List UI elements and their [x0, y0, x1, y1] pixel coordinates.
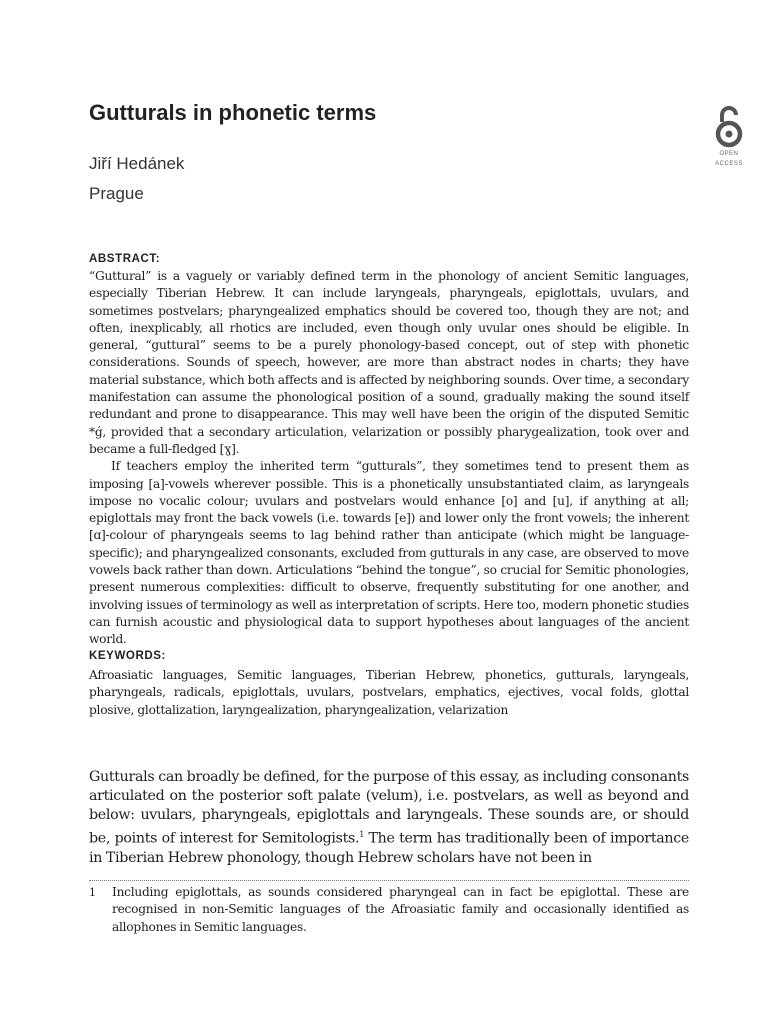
- keywords-heading: KEYWORDS:: [89, 650, 166, 662]
- footnote-number: 1: [89, 886, 96, 899]
- abstract-paragraph-1: “Guttural” is a vaguely or variably defined term in the phonology of ancient Semitic languages, especially Tiberian Hebrew. It can include laryngeals, pharyngeals, epiglottals, uvulars, and sometimes postvelars; pharyngealized emphatics should be covered too, though they are not; and often, inexplicably, all rhotics are included, even though only uvular ones should be eligible. In general, “guttural” seems to be a purely phonology-based concept, out of step with phonetic considerations. Sounds of speech, however, are more than abstract nodes in charts; they have material substance, which both affects and is affected by neighboring sounds. Over time, a secondary manifestation can assume the phonological position of a sound, gradually making the sound itself redundant and prone to disappearance. This may well have been the origin of the disputed Semitic *ǵ, provided that a secondary articulation, velarization or possibly pharygealization, took over and became a full-fledged [ɣ].: [89, 269, 689, 456]
- paper-title: Gutturals in phonetic terms: [89, 100, 377, 125]
- body-text-after: The term has traditionally been of importance in Tiberian Hebrew phonology, though Hebrew scholars have not been in: [89, 830, 689, 866]
- author-name: Jiří Hedánek: [89, 154, 185, 173]
- keywords-list: Afroasiatic languages, Semitic languages, Tiberian Hebrew, phonetics, gutturals, laryngeals, pharyngeals, radicals, epiglottals, uvulars, postvelars, emphatics, ejectives, vocal folds, glottal plosive, glottalization, laryngealization, pharyngealization, velarization: [89, 668, 689, 717]
- footnote-reference[interactable]: 1: [359, 830, 364, 839]
- footnote-1: [89, 884, 689, 936]
- abstract-heading: ABSTRACT:: [89, 253, 161, 265]
- open-access-label-1: OPEN: [719, 151, 739, 157]
- body-paragraph: [89, 768, 689, 868]
- body-text-before: Gutturals can broadly be defined, for the purpose of this essay, as including consonants articulated on the posterior soft palate (velum), i.e. postvelars, as well as beyond and below: uvulars, pharyngeals, epiglottals and laryngeals. These sounds are, or should be, points of interest for Semitologists.: [89, 769, 689, 847]
- open-access-label-2: ACCESS: [715, 161, 743, 167]
- footnote-divider: [89, 880, 689, 881]
- footnote-text: Including epiglottals, as sounds considered pharyngeal can in fact be epiglottal. These are recognised in non-Semitic languages of the Afroasiatic family and occasionally identified as allophones in Semitic languages.: [112, 885, 689, 934]
- abstract-body: [89, 268, 689, 649]
- abstract-paragraph-2: If teachers employ the inherited term “gutturals”, they sometimes tend to present them as imposing [a]-vowels wherever possible. This is a phonetically unsubstantiated claim, as laryngeals impose no vocalic colour; uvulars and postvelars would enhance [o] and [u], if anything at all; epiglottals may front the back vowels (i.e. towards [e]) and lower only the front vowels; the inherent [ɑ]-colour of pharyngeals seems to lag behind rather than anticipate (which might be language-specific); and pharyngealized consonants, excluded from gutturals in any case, are observed to move vowels back rather than down. Articulations “behind the tongue”, so crucial for Semitic phonologies, present numerous complexities: difficult to observe, frequently substituting for one another, and involving issues of terminology as well as interpretation of scripts. Here too, modern phonetic studies can furnish acoustic and physiological data to support hypotheses about languages of the ancient world.: [89, 459, 689, 647]
- author-affiliation: Prague: [89, 184, 144, 203]
- open-access-lock-icon: [714, 104, 744, 148]
- open-access-badge: [706, 104, 752, 168]
